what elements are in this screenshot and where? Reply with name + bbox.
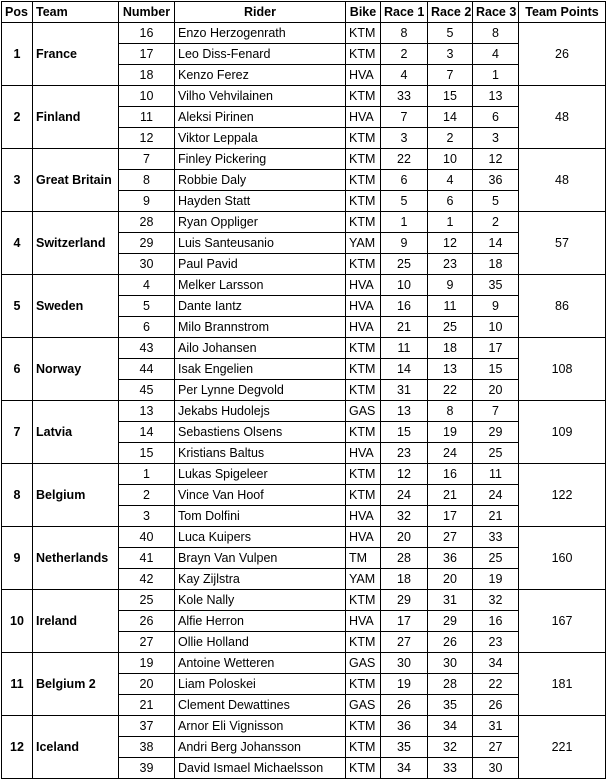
rider-bike: HVA — [346, 65, 381, 86]
rider-name: Dante Iantz — [175, 296, 346, 317]
rider-number: 16 — [119, 23, 175, 44]
rider-bike: KTM — [346, 338, 381, 359]
race1-result: 22 — [381, 149, 428, 170]
rider-number: 19 — [119, 653, 175, 674]
rider-number: 28 — [119, 212, 175, 233]
race1-result: 7 — [381, 107, 428, 128]
team-points: 181 — [519, 653, 606, 716]
rider-name: Liam Poloskei — [175, 674, 346, 695]
team-name: Belgium 2 — [33, 653, 119, 716]
race2-result: 22 — [428, 380, 473, 401]
table-row — [2, 653, 606, 674]
team-position: 8 — [2, 464, 33, 527]
rider-bike: KTM — [346, 212, 381, 233]
race3-result: 2 — [473, 212, 519, 233]
rider-number: 30 — [119, 254, 175, 275]
table-row — [2, 23, 606, 44]
team-name: Sweden — [33, 275, 119, 338]
team-name: Great Britain — [33, 149, 119, 212]
header-number: Number — [119, 2, 175, 23]
rider-name: Kenzo Ferez — [175, 65, 346, 86]
results-table — [1, 1, 606, 779]
rider-number: 39 — [119, 758, 175, 779]
race1-result: 14 — [381, 359, 428, 380]
race1-result: 31 — [381, 380, 428, 401]
race3-result: 31 — [473, 716, 519, 737]
rider-name: Brayn Van Vulpen — [175, 548, 346, 569]
race1-result: 33 — [381, 86, 428, 107]
rider-name: Hayden Statt — [175, 191, 346, 212]
rider-name: Antoine Wetteren — [175, 653, 346, 674]
rider-number: 45 — [119, 380, 175, 401]
rider-name: Aleksi Pirinen — [175, 107, 346, 128]
rider-number: 15 — [119, 443, 175, 464]
race2-result: 3 — [428, 44, 473, 65]
rider-name: Luca Kuipers — [175, 527, 346, 548]
rider-number: 14 — [119, 422, 175, 443]
race3-result: 14 — [473, 233, 519, 254]
team-points: 109 — [519, 401, 606, 464]
team-position: 1 — [2, 23, 33, 86]
race3-result: 10 — [473, 317, 519, 338]
race2-result: 2 — [428, 128, 473, 149]
team-position: 12 — [2, 716, 33, 779]
team-name: France — [33, 23, 119, 86]
race1-result: 5 — [381, 191, 428, 212]
rider-bike: KTM — [346, 590, 381, 611]
race2-result: 33 — [428, 758, 473, 779]
rider-bike: KTM — [346, 86, 381, 107]
race3-result: 26 — [473, 695, 519, 716]
race3-result: 15 — [473, 359, 519, 380]
table-row — [2, 275, 606, 296]
rider-bike: HVA — [346, 506, 381, 527]
table-row — [2, 212, 606, 233]
rider-bike: KTM — [346, 485, 381, 506]
rider-bike: GAS — [346, 653, 381, 674]
table-row — [2, 338, 606, 359]
header-team: Team — [33, 2, 119, 23]
header-row — [2, 2, 606, 23]
table-row — [2, 590, 606, 611]
race1-result: 9 — [381, 233, 428, 254]
rider-name: Finley Pickering — [175, 149, 346, 170]
race2-result: 14 — [428, 107, 473, 128]
race2-result: 9 — [428, 275, 473, 296]
race3-result: 34 — [473, 653, 519, 674]
rider-bike: KTM — [346, 254, 381, 275]
rider-number: 7 — [119, 149, 175, 170]
rider-bike: KTM — [346, 674, 381, 695]
rider-bike: KTM — [346, 149, 381, 170]
team-name: Switzerland — [33, 212, 119, 275]
team-position: 10 — [2, 590, 33, 653]
rider-number: 12 — [119, 128, 175, 149]
rider-bike: KTM — [346, 716, 381, 737]
race2-result: 27 — [428, 527, 473, 548]
race1-result: 11 — [381, 338, 428, 359]
rider-bike: YAM — [346, 569, 381, 590]
rider-bike: KTM — [346, 191, 381, 212]
team-points: 26 — [519, 23, 606, 86]
race2-result: 10 — [428, 149, 473, 170]
race1-result: 18 — [381, 569, 428, 590]
race1-result: 28 — [381, 548, 428, 569]
team-points: 160 — [519, 527, 606, 590]
rider-number: 10 — [119, 86, 175, 107]
race3-result: 27 — [473, 737, 519, 758]
race3-result: 25 — [473, 548, 519, 569]
race2-result: 16 — [428, 464, 473, 485]
rider-number: 5 — [119, 296, 175, 317]
rider-number: 38 — [119, 737, 175, 758]
team-position: 7 — [2, 401, 33, 464]
team-points: 48 — [519, 86, 606, 149]
rider-bike: YAM — [346, 233, 381, 254]
rider-name: Sebastiens Olsens — [175, 422, 346, 443]
rider-name: Tom Dolfini — [175, 506, 346, 527]
race2-result: 7 — [428, 65, 473, 86]
table-row — [2, 401, 606, 422]
race3-result: 4 — [473, 44, 519, 65]
race3-result: 18 — [473, 254, 519, 275]
race1-result: 3 — [381, 128, 428, 149]
race3-result: 13 — [473, 86, 519, 107]
rider-name: David Ismael Michaelsson — [175, 758, 346, 779]
rider-name: Kristians Baltus — [175, 443, 346, 464]
rider-bike: KTM — [346, 464, 381, 485]
race2-result: 31 — [428, 590, 473, 611]
rider-name: Paul Pavid — [175, 254, 346, 275]
rider-number: 20 — [119, 674, 175, 695]
race1-result: 16 — [381, 296, 428, 317]
race2-result: 4 — [428, 170, 473, 191]
rider-number: 11 — [119, 107, 175, 128]
race3-result: 33 — [473, 527, 519, 548]
rider-number: 26 — [119, 611, 175, 632]
race1-result: 20 — [381, 527, 428, 548]
race1-result: 8 — [381, 23, 428, 44]
race2-result: 6 — [428, 191, 473, 212]
race3-result: 22 — [473, 674, 519, 695]
race3-result: 20 — [473, 380, 519, 401]
team-position: 5 — [2, 275, 33, 338]
table-row — [2, 149, 606, 170]
rider-bike: KTM — [346, 44, 381, 65]
team-position: 3 — [2, 149, 33, 212]
team-name: Netherlands — [33, 527, 119, 590]
rider-number: 4 — [119, 275, 175, 296]
team-name: Iceland — [33, 716, 119, 779]
rider-number: 37 — [119, 716, 175, 737]
table-row — [2, 464, 606, 485]
race3-result: 35 — [473, 275, 519, 296]
race2-result: 34 — [428, 716, 473, 737]
table-row — [2, 527, 606, 548]
race2-result: 35 — [428, 695, 473, 716]
rider-number: 42 — [119, 569, 175, 590]
race2-result: 23 — [428, 254, 473, 275]
rider-bike: HVA — [346, 107, 381, 128]
rider-number: 41 — [119, 548, 175, 569]
header-pos: Pos — [2, 2, 33, 23]
race2-result: 12 — [428, 233, 473, 254]
rider-number: 43 — [119, 338, 175, 359]
race1-result: 6 — [381, 170, 428, 191]
rider-name: Andri Berg Johansson — [175, 737, 346, 758]
team-position: 4 — [2, 212, 33, 275]
rider-bike: HVA — [346, 611, 381, 632]
rider-bike: KTM — [346, 758, 381, 779]
rider-bike: HVA — [346, 296, 381, 317]
rider-name: Luis Santeusanio — [175, 233, 346, 254]
rider-bike: HVA — [346, 275, 381, 296]
table-row — [2, 86, 606, 107]
race1-result: 19 — [381, 674, 428, 695]
rider-number: 40 — [119, 527, 175, 548]
rider-name: Kole Nally — [175, 590, 346, 611]
race2-result: 29 — [428, 611, 473, 632]
race3-result: 24 — [473, 485, 519, 506]
race2-result: 36 — [428, 548, 473, 569]
rider-name: Ailo Johansen — [175, 338, 346, 359]
race2-result: 25 — [428, 317, 473, 338]
race1-result: 34 — [381, 758, 428, 779]
rider-name: Lukas Spigeleer — [175, 464, 346, 485]
race2-result: 30 — [428, 653, 473, 674]
rider-name: Robbie Daly — [175, 170, 346, 191]
team-points: 221 — [519, 716, 606, 779]
race2-result: 24 — [428, 443, 473, 464]
rider-number: 27 — [119, 632, 175, 653]
race1-result: 24 — [381, 485, 428, 506]
race1-result: 17 — [381, 611, 428, 632]
team-points: 86 — [519, 275, 606, 338]
rider-name: Ollie Holland — [175, 632, 346, 653]
rider-bike: HVA — [346, 527, 381, 548]
rider-number: 8 — [119, 170, 175, 191]
team-name: Ireland — [33, 590, 119, 653]
race1-result: 29 — [381, 590, 428, 611]
race3-result: 17 — [473, 338, 519, 359]
team-points: 122 — [519, 464, 606, 527]
race3-result: 1 — [473, 65, 519, 86]
race3-result: 8 — [473, 23, 519, 44]
rider-bike: KTM — [346, 380, 381, 401]
race1-result: 36 — [381, 716, 428, 737]
rider-number: 3 — [119, 506, 175, 527]
race2-result: 17 — [428, 506, 473, 527]
rider-bike: KTM — [346, 422, 381, 443]
race1-result: 2 — [381, 44, 428, 65]
rider-name: Per Lynne Degvold — [175, 380, 346, 401]
race2-result: 32 — [428, 737, 473, 758]
rider-number: 25 — [119, 590, 175, 611]
race3-result: 12 — [473, 149, 519, 170]
rider-bike: TM — [346, 548, 381, 569]
race1-result: 26 — [381, 695, 428, 716]
race1-result: 4 — [381, 65, 428, 86]
rider-bike: KTM — [346, 359, 381, 380]
race1-result: 23 — [381, 443, 428, 464]
race3-result: 32 — [473, 590, 519, 611]
race1-result: 1 — [381, 212, 428, 233]
race1-result: 15 — [381, 422, 428, 443]
rider-number: 21 — [119, 695, 175, 716]
race2-result: 5 — [428, 23, 473, 44]
team-points: 108 — [519, 338, 606, 401]
race1-result: 25 — [381, 254, 428, 275]
race3-result: 36 — [473, 170, 519, 191]
rider-bike: KTM — [346, 170, 381, 191]
rider-name: Vilho Vehvilainen — [175, 86, 346, 107]
team-name: Norway — [33, 338, 119, 401]
header-race1: Race 1 — [381, 2, 428, 23]
race2-result: 13 — [428, 359, 473, 380]
rider-bike: GAS — [346, 401, 381, 422]
team-points: 167 — [519, 590, 606, 653]
rider-number: 13 — [119, 401, 175, 422]
rider-bike: HVA — [346, 443, 381, 464]
team-points: 48 — [519, 149, 606, 212]
rider-name: Ryan Oppliger — [175, 212, 346, 233]
team-name: Latvia — [33, 401, 119, 464]
rider-number: 2 — [119, 485, 175, 506]
race3-result: 3 — [473, 128, 519, 149]
race3-result: 11 — [473, 464, 519, 485]
rider-name: Alfie Herron — [175, 611, 346, 632]
rider-name: Milo Brannstrom — [175, 317, 346, 338]
header-rider: Rider — [175, 2, 346, 23]
race1-result: 32 — [381, 506, 428, 527]
race3-result: 7 — [473, 401, 519, 422]
rider-bike: KTM — [346, 128, 381, 149]
race3-result: 25 — [473, 443, 519, 464]
rider-name: Leo Diss-Fenard — [175, 44, 346, 65]
race2-result: 1 — [428, 212, 473, 233]
team-position: 6 — [2, 338, 33, 401]
race1-result: 21 — [381, 317, 428, 338]
rider-number: 17 — [119, 44, 175, 65]
race2-result: 20 — [428, 569, 473, 590]
race2-result: 19 — [428, 422, 473, 443]
team-name: Finland — [33, 86, 119, 149]
header-bike: Bike — [346, 2, 381, 23]
race3-result: 21 — [473, 506, 519, 527]
rider-bike: KTM — [346, 23, 381, 44]
team-name: Belgium — [33, 464, 119, 527]
rider-number: 18 — [119, 65, 175, 86]
race2-result: 28 — [428, 674, 473, 695]
rider-name: Clement Dewattines — [175, 695, 346, 716]
rider-number: 44 — [119, 359, 175, 380]
race1-result: 35 — [381, 737, 428, 758]
rider-bike: GAS — [346, 695, 381, 716]
rider-number: 1 — [119, 464, 175, 485]
rider-number: 9 — [119, 191, 175, 212]
rider-bike: KTM — [346, 632, 381, 653]
race2-result: 15 — [428, 86, 473, 107]
rider-name: Isak Engelien — [175, 359, 346, 380]
race1-result: 13 — [381, 401, 428, 422]
header-team-points: Team Points — [519, 2, 606, 23]
race3-result: 9 — [473, 296, 519, 317]
race3-result: 30 — [473, 758, 519, 779]
team-position: 11 — [2, 653, 33, 716]
race3-result: 29 — [473, 422, 519, 443]
rider-name: Melker Larsson — [175, 275, 346, 296]
race2-result: 18 — [428, 338, 473, 359]
race2-result: 11 — [428, 296, 473, 317]
rider-number: 6 — [119, 317, 175, 338]
team-points: 57 — [519, 212, 606, 275]
race3-result: 5 — [473, 191, 519, 212]
rider-name: Jekabs Hudolejs — [175, 401, 346, 422]
results-body — [2, 23, 606, 779]
rider-name: Enzo Herzogenrath — [175, 23, 346, 44]
race2-result: 21 — [428, 485, 473, 506]
race1-result: 10 — [381, 275, 428, 296]
rider-name: Arnor Eli Vignisson — [175, 716, 346, 737]
race3-result: 23 — [473, 632, 519, 653]
race1-result: 30 — [381, 653, 428, 674]
team-position: 9 — [2, 527, 33, 590]
rider-number: 29 — [119, 233, 175, 254]
race2-result: 26 — [428, 632, 473, 653]
rider-name: Kay Zijlstra — [175, 569, 346, 590]
race1-result: 27 — [381, 632, 428, 653]
rider-bike: KTM — [346, 737, 381, 758]
rider-name: Vince Van Hoof — [175, 485, 346, 506]
race3-result: 19 — [473, 569, 519, 590]
header-race3: Race 3 — [473, 2, 519, 23]
table-row — [2, 716, 606, 737]
rider-name: Viktor Leppala — [175, 128, 346, 149]
race2-result: 8 — [428, 401, 473, 422]
team-position: 2 — [2, 86, 33, 149]
race3-result: 16 — [473, 611, 519, 632]
header-race2: Race 2 — [428, 2, 473, 23]
race3-result: 6 — [473, 107, 519, 128]
race1-result: 12 — [381, 464, 428, 485]
rider-bike: HVA — [346, 317, 381, 338]
